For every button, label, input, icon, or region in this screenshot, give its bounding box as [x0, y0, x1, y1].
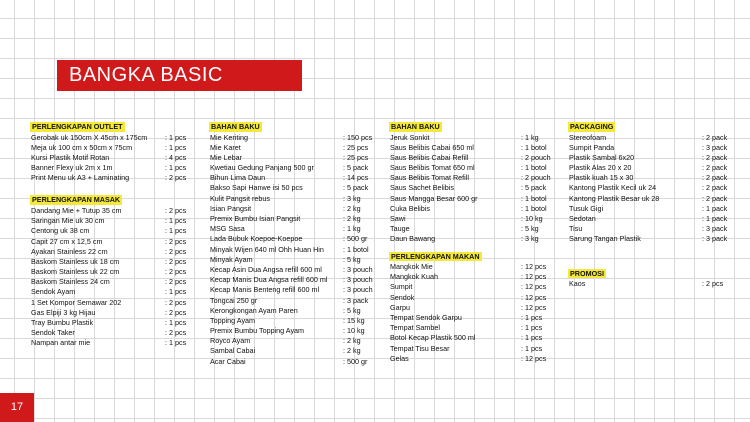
- list-item: [31, 257, 196, 267]
- item-quantity: : 2 pouch: [521, 152, 551, 162]
- list-item: [31, 206, 196, 216]
- page-number: 17: [0, 393, 34, 422]
- list-item: [569, 143, 729, 153]
- list-item: [210, 204, 376, 214]
- list-item: [210, 296, 376, 306]
- item-name: Bakso Sapi Hanwe isi 50 pcs: [210, 183, 303, 193]
- list-item: [569, 204, 729, 214]
- list-item: [31, 153, 196, 163]
- item-name: Plastik kuah 15 x 30: [569, 173, 634, 183]
- list-item: [390, 173, 554, 183]
- list-item: [569, 194, 729, 204]
- item-quantity: : 5 kg: [521, 224, 539, 234]
- item-name: Meja uk 100 cm x 50cm x 75cm: [31, 142, 133, 152]
- item-quantity: : 3 pack: [343, 295, 369, 305]
- item-quantity: : 2 kg: [343, 346, 361, 356]
- item-quantity: : 12 pcs: [521, 302, 547, 312]
- item-quantity: : 2 pack: [702, 132, 728, 142]
- item-quantity: : 5 kg: [343, 254, 361, 264]
- item-quantity: : 5 pack: [343, 183, 369, 193]
- item-quantity: : 1 pcs: [165, 287, 187, 297]
- item-name: Sendok Taker: [31, 328, 75, 338]
- item-name: 1 Set Kompor Semawar 202: [31, 297, 122, 307]
- list-item: [31, 328, 196, 338]
- item-quantity: : 12 pcs: [521, 353, 547, 363]
- item-quantity: : 2 pack: [702, 163, 728, 173]
- item-name: Topping Ayam: [210, 315, 256, 325]
- item-name: Acar Cabai: [210, 356, 246, 366]
- list-item: [31, 133, 196, 143]
- item-quantity: : 2 pack: [702, 173, 728, 183]
- item-quantity: : 12 pcs: [521, 292, 547, 302]
- list-item: [210, 285, 376, 295]
- item-quantity: : 1 botol: [521, 163, 547, 173]
- item-quantity: : 2 pcs: [165, 173, 187, 183]
- item-name: Kecap Manis Benteng refill 600 ml: [210, 285, 320, 295]
- list-item: [390, 204, 554, 214]
- list-item: [31, 163, 196, 173]
- list-item: [31, 173, 196, 183]
- item-name: Sawi: [390, 214, 406, 223]
- item-quantity: : 3 pouch: [343, 264, 373, 274]
- item-name: Daun Bawang: [390, 234, 436, 244]
- list-item: [210, 326, 376, 336]
- item-name: Gerobak uk 150cm X 45cm x 175cm: [31, 132, 148, 142]
- item-name: Tauge: [390, 224, 410, 234]
- section-perlengkapan-masak: [31, 195, 196, 348]
- item-name: Jeruk Sonkit: [390, 132, 430, 142]
- list-item: [210, 183, 376, 193]
- list-item: [210, 224, 376, 234]
- item-name: Kerongkongan Ayam Paren: [210, 305, 298, 315]
- item-quantity: : 12 pcs: [521, 262, 547, 272]
- section-promosi: [569, 269, 729, 290]
- item-quantity: : 150 pcs: [343, 132, 373, 142]
- item-quantity: : 1 kg: [521, 132, 539, 142]
- item-quantity: : 12 pcs: [521, 282, 547, 292]
- item-name: Saus Belibis Tomat Refill: [390, 173, 469, 183]
- list-item: [31, 216, 196, 226]
- item-name: Mangkok Mie: [390, 262, 433, 272]
- item-quantity: : 12 pcs: [521, 272, 547, 282]
- item-name: Sarung Tangan Plastik: [569, 234, 641, 244]
- section-bahan-baku-1: [210, 122, 376, 367]
- item-name: MSG Sasa: [210, 224, 245, 234]
- item-name: Premix Bumbu Isian Pangsit: [210, 214, 301, 223]
- item-quantity: : 3 pack: [702, 142, 728, 152]
- item-quantity: : 1 pcs: [521, 343, 543, 353]
- item-quantity: : 1 kg: [343, 224, 361, 234]
- list-item: [210, 153, 376, 163]
- item-name: Ayakan Stainless 22 cm: [31, 246, 108, 256]
- item-quantity: : 2 kg: [343, 214, 361, 223]
- item-name: Sumpit: [390, 282, 413, 292]
- list-item: [390, 313, 554, 323]
- item-quantity: : 1 pcs: [165, 216, 187, 226]
- list-item: [390, 354, 554, 364]
- item-name: Capit 27 cm x 12,5 cm: [31, 236, 103, 246]
- list-item: [390, 194, 554, 204]
- item-quantity: : 2 pcs: [165, 256, 187, 266]
- section-perlengkapan-makan: [390, 252, 554, 364]
- item-quantity: : 2 pcs: [165, 246, 187, 256]
- list-item: [210, 143, 376, 153]
- list-item: [569, 183, 729, 193]
- item-quantity: : 15 kg: [343, 315, 365, 325]
- item-name: Banner Flexy uk 2m x 1m: [31, 163, 113, 173]
- list-item: [31, 143, 196, 153]
- item-name: Royco Ayam: [210, 336, 251, 346]
- item-name: Kursi Plastik Motif Rotan: [31, 152, 110, 162]
- item-name: Tempat Tisu Besar: [390, 343, 450, 353]
- list-item: [31, 338, 196, 348]
- item-name: Saus Mangga Besar 600 gr: [390, 193, 478, 203]
- item-quantity: : 1 botol: [521, 142, 547, 152]
- item-name: Minyak Wijen 640 ml Ohh Huan Hin: [210, 244, 324, 254]
- item-quantity: : 3 pack: [702, 234, 728, 244]
- list-item: [390, 344, 554, 354]
- list-item: [210, 245, 376, 255]
- list-item: [31, 308, 196, 318]
- list-item: [390, 133, 554, 143]
- item-name: Kecap Asin Dua Angsa refill 600 ml: [210, 264, 322, 274]
- list-item: [569, 163, 729, 173]
- item-quantity: : 2 kg: [343, 203, 361, 213]
- list-item: [31, 226, 196, 236]
- item-quantity: : 1 botol: [521, 193, 547, 203]
- item-quantity: : 2 pcs: [165, 205, 187, 215]
- list-item: [210, 265, 376, 275]
- item-quantity: : 3 pouch: [343, 275, 373, 285]
- item-quantity: : 500 gr: [343, 234, 368, 244]
- section-heading: PACKAGING: [570, 122, 614, 131]
- item-name: Tongcai 250 gr: [210, 295, 258, 305]
- item-name: Gas Elpiji 3 kg Hijau: [31, 307, 96, 317]
- list-item: [210, 336, 376, 346]
- list-item: [390, 333, 554, 343]
- item-quantity: : 1 pack: [702, 203, 728, 213]
- section-heading: BAHAN BAKU: [391, 122, 440, 131]
- item-name: Tempat Sambel: [390, 323, 440, 333]
- item-name: Mie Karet: [210, 142, 241, 152]
- item-name: Saringan Mie uk 30 cm: [31, 216, 105, 226]
- item-name: Tusuk Gigi: [569, 203, 604, 213]
- list-item: [210, 275, 376, 285]
- item-name: Kecap Manis Dua Angsa refill 600 ml: [210, 275, 328, 285]
- item-quantity: : 3 pack: [702, 224, 728, 234]
- list-item: [390, 234, 554, 244]
- item-name: Saus Belibis Cabai 650 ml: [390, 142, 474, 152]
- item-quantity: : 2 pcs: [165, 297, 187, 307]
- list-item: [390, 153, 554, 163]
- list-item: [390, 272, 554, 282]
- item-quantity: : 1 botol: [521, 203, 547, 213]
- item-quantity: : 1 pcs: [165, 163, 187, 173]
- item-quantity: : 10 kg: [343, 326, 365, 336]
- list-item: [390, 262, 554, 272]
- list-item: [390, 303, 554, 313]
- item-name: Kaos: [569, 279, 586, 289]
- section-heading: PERLENGKAPAN OUTLET: [32, 122, 123, 131]
- item-quantity: : 10 kg: [521, 214, 543, 223]
- item-quantity: : 5 pack: [343, 163, 369, 173]
- item-quantity: : 1 pcs: [165, 226, 187, 236]
- list-item: [569, 279, 729, 289]
- item-quantity: : 2 pcs: [165, 277, 187, 287]
- item-name: Botol Kecap Plastik 500 ml: [390, 333, 476, 343]
- item-name: Saus Belibis Cabai Refill: [390, 152, 469, 162]
- list-item: [210, 194, 376, 204]
- item-quantity: : 2 pcs: [165, 307, 187, 317]
- list-item: [210, 357, 376, 367]
- list-item: [31, 237, 196, 247]
- column-3: [390, 122, 554, 364]
- item-quantity: : 5 pack: [521, 183, 547, 193]
- item-quantity: : 3 kg: [343, 193, 361, 203]
- list-item: [569, 153, 729, 163]
- list-item: [569, 133, 729, 143]
- list-item: [31, 277, 196, 287]
- item-quantity: : 2 pcs: [702, 279, 724, 289]
- item-name: Mangkok Kuah: [390, 272, 438, 282]
- item-quantity: : 3 kg: [521, 234, 539, 244]
- item-quantity: : 2 pcs: [165, 267, 187, 277]
- item-name: Premix Bumbu Topping Ayam: [210, 326, 305, 336]
- item-quantity: : 1 pcs: [165, 132, 187, 142]
- list-item: [210, 255, 376, 265]
- item-quantity: : 2 pcs: [165, 328, 187, 338]
- column-4: [569, 122, 729, 289]
- list-item: [210, 173, 376, 183]
- item-name: Sumpit Panda: [569, 142, 615, 152]
- item-quantity: : 2 pack: [702, 183, 728, 193]
- item-quantity: : 2 kg: [343, 336, 361, 346]
- item-name: Baskom Stainless uk 22 cm: [31, 267, 120, 277]
- item-name: Sendok Ayam: [31, 287, 76, 297]
- item-name: Plastik Sambal 6x20: [569, 152, 635, 162]
- section-perlengkapan-outlet: [31, 122, 196, 183]
- column-1: [31, 122, 196, 349]
- list-item: [210, 214, 376, 224]
- item-quantity: : 2 pack: [702, 193, 728, 203]
- item-name: Kulit Pangsit rebus: [210, 193, 270, 203]
- item-quantity: : 1 pack: [702, 214, 728, 223]
- item-name: Cuka Belibis: [390, 203, 430, 213]
- item-name: Baskom Stainless 24 cm: [31, 277, 110, 287]
- list-item: [31, 318, 196, 328]
- item-name: Kantong Plastik Kecil uk 24: [569, 183, 657, 193]
- item-name: Gelas: [390, 353, 409, 363]
- list-item: [390, 214, 554, 224]
- item-name: Baskom Stainless uk 18 cm: [31, 256, 120, 266]
- item-name: Sendok: [390, 292, 415, 302]
- list-item: [390, 183, 554, 193]
- list-item: [569, 234, 729, 244]
- list-item: [31, 247, 196, 257]
- item-quantity: : 1 pcs: [165, 338, 187, 348]
- item-name: Nampan antar mie: [31, 338, 91, 348]
- item-name: Minyak Ayam: [210, 254, 253, 264]
- list-item: [31, 287, 196, 297]
- item-name: Sedotan: [569, 214, 596, 223]
- section-heading: PROMOSI: [570, 268, 604, 278]
- section-heading: BAHAN BAKU: [211, 122, 260, 131]
- list-item: [210, 346, 376, 356]
- item-name: Isian Pangsit: [210, 203, 252, 213]
- item-name: Kantong Plastik Besar uk 28: [569, 193, 660, 203]
- list-item: [210, 133, 376, 143]
- section-bahan-baku-2: [390, 122, 554, 245]
- item-quantity: : 4 pcs: [165, 152, 187, 162]
- item-name: Print Menu uk A3 + Laminating: [31, 173, 130, 183]
- list-item: [390, 143, 554, 153]
- item-quantity: : 1 pcs: [521, 323, 543, 333]
- item-name: Dandang Mie + Tutup 35 cm: [31, 205, 122, 215]
- item-name: Centong uk 38 cm: [31, 226, 90, 236]
- item-name: Mie Keriting: [210, 132, 248, 142]
- page-title: BANGKA BASIC: [57, 60, 302, 91]
- item-name: Tray Bumbu Plastik: [31, 318, 94, 327]
- item-quantity: : 1 pcs: [165, 142, 187, 152]
- item-name: Tisu: [569, 224, 583, 234]
- item-quantity: : 14 pcs: [343, 173, 369, 183]
- item-name: Stereofoam: [569, 132, 607, 142]
- item-quantity: : 2 pack: [702, 152, 728, 162]
- item-quantity: : 1 botol: [343, 244, 369, 254]
- section-packaging: [569, 122, 729, 245]
- item-name: Mie Lebar: [210, 152, 242, 162]
- item-name: Saus Sachet Belibis: [390, 183, 454, 193]
- list-item: [390, 163, 554, 173]
- item-name: Tempat Sendok Garpu: [390, 313, 462, 322]
- list-item: [390, 224, 554, 234]
- item-name: Plastik Alas 20 x 20: [569, 163, 632, 173]
- column-2: [210, 122, 376, 367]
- section-heading: PERLENGKAPAN MASAK: [32, 195, 121, 205]
- list-item: [390, 293, 554, 303]
- section-heading: PERLENGKAPAN MAKAN: [391, 251, 480, 261]
- item-quantity: : 25 pcs: [343, 152, 369, 162]
- item-quantity: : 5 kg: [343, 305, 361, 315]
- list-item: [390, 282, 554, 292]
- item-name: Lada Bubuk Koepoe-Koepoe: [210, 234, 303, 244]
- item-quantity: : 25 pcs: [343, 142, 369, 152]
- item-name: Saus Belibis Tomat 650 ml: [390, 163, 475, 173]
- list-item: [31, 267, 196, 277]
- list-item: [31, 298, 196, 308]
- list-item: [569, 214, 729, 224]
- item-quantity: : 3 pouch: [343, 285, 373, 295]
- list-item: [390, 323, 554, 333]
- list-item: [210, 234, 376, 244]
- item-quantity: : 1 pcs: [165, 318, 187, 327]
- item-quantity: : 500 gr: [343, 356, 368, 366]
- item-name: Garpu: [390, 302, 410, 312]
- list-item: [210, 163, 376, 173]
- list-item: [210, 306, 376, 316]
- list-item: [569, 173, 729, 183]
- item-name: Kwetiau Gedung Panjang 500 gr: [210, 163, 314, 173]
- list-item: [569, 224, 729, 234]
- item-quantity: : 2 pouch: [521, 173, 551, 183]
- item-quantity: : 1 pcs: [521, 313, 543, 322]
- item-quantity: : 2 pcs: [165, 236, 187, 246]
- item-quantity: : 1 pcs: [521, 333, 543, 343]
- item-name: Sambal Cabai: [210, 346, 256, 356]
- list-item: [210, 316, 376, 326]
- item-name: Bihun Lima Daun: [210, 173, 266, 183]
